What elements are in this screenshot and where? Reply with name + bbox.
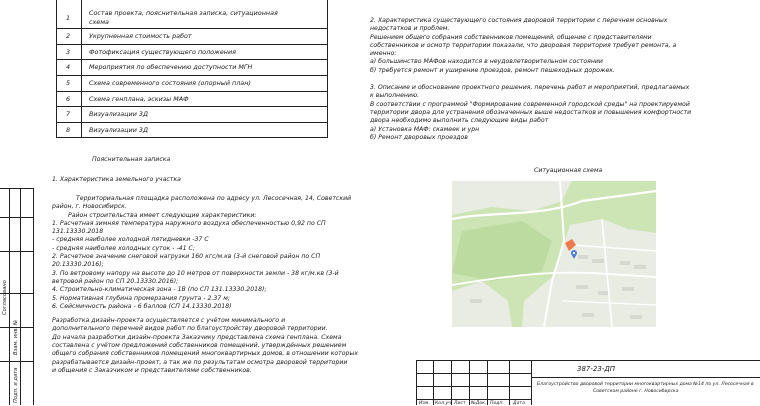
right-line: 2. Характеристика существующего состояния дворовой территории с перечнем основных xyxy=(370,17,668,24)
note-heading: Пояснительная записка xyxy=(92,156,171,163)
table-row-num: 5 xyxy=(66,79,71,87)
table-row-num: 7 xyxy=(66,110,71,118)
right-line xyxy=(370,75,691,84)
table-row-title: Состав проекта, пояснительная записка, ситуационная xyxy=(89,9,278,17)
note-line: разрабатывается дизайн-проект, а так же по результатам осмотра дворовой территории xyxy=(52,358,348,366)
replace-inv-label: Взам. инв. № xyxy=(13,319,19,355)
table-row-title: Мероприятия по обеспечению доступности МГН xyxy=(89,63,253,71)
table-row-num: 8 xyxy=(66,126,71,134)
right-line: к выполнению. xyxy=(370,92,420,100)
right-line: б) Ремонт дворовых проездов xyxy=(370,133,468,141)
note-line: ветровой район по СП 20.13330.2016); xyxy=(52,277,179,285)
table-row-num: 6 xyxy=(66,95,71,103)
right-line: собственников и осмотр территории показали, что дворовая территория требует ремонта, а xyxy=(370,41,677,49)
project-description: Благоустройство дворовой территории многоквартирных дома №14 по ул. Лесосечная в xyxy=(537,382,754,387)
sign-date-label: Подп. и дата xyxy=(13,367,19,403)
note-line: 20.13330.2016); xyxy=(52,261,104,269)
table-row-title: Визуализации 3Д xyxy=(89,110,148,118)
map-image xyxy=(452,181,656,327)
col-header-date: Дата xyxy=(513,401,525,406)
col-header-doc: №Док. xyxy=(471,401,487,406)
right-text-block xyxy=(370,17,691,142)
note-line: и общения с Заказчиком и представителями собственников. xyxy=(52,366,252,374)
agreed-label: Согласовано xyxy=(2,280,8,315)
situation-map xyxy=(452,181,656,327)
note-line: общего собрания собственников помещений многоквартирных домов, в отношении которых xyxy=(52,350,359,358)
note-line: - средняя наиболее холодных суток - -41 С; xyxy=(52,244,195,252)
note-line: 5. Нормативная глубина промерзания грунта - 2.37 м; xyxy=(52,294,230,302)
table-row-title: Фотофиксация существующего положения xyxy=(89,48,236,56)
right-line: а) Установка МАФ: скамеек и урн xyxy=(370,125,480,133)
table-row-title: Визуализации 3Д xyxy=(89,126,148,134)
note-section-1: 1. Характеристика земельного участка xyxy=(52,176,181,183)
sheet-list-table xyxy=(56,0,328,138)
title-block xyxy=(416,360,760,405)
table-row-title: Укрупненная стоимость работ xyxy=(89,32,192,40)
note-line: район, г. Новосибирск. xyxy=(52,203,127,211)
note-line: 6. Сейсмичность района - 6 баллов (СП 14.13330.2018) xyxy=(52,302,232,310)
right-line: территории двора для устранения обозначенных выше недостатков и повышения комфортности xyxy=(370,108,692,116)
project-code: 387-23-ДП xyxy=(577,365,616,373)
table-row-num: 4 xyxy=(66,63,71,71)
table-row-num: 2 xyxy=(66,32,71,40)
right-line: б) требуется ремонт и уширение проездов, ремонт пешеходных дорожек. xyxy=(370,66,615,74)
right-line: именно: xyxy=(370,50,397,58)
col-header-sheet: Лист xyxy=(454,401,466,406)
project-description-cont: Советском районе г. Новосибирска xyxy=(593,389,679,394)
table-row-num: 1 xyxy=(66,14,71,22)
left-margin-frame xyxy=(0,188,34,405)
right-line: а) большинство МАФов находится в неудовлетворительном состоянии xyxy=(370,58,603,66)
table-row-title: Схема генплана, эскизы МАФ xyxy=(89,95,189,103)
note-body xyxy=(52,195,358,375)
note-line: 1. Расчетная зимняя температура наружного воздуха обеспеченностью 0,92 по СП xyxy=(52,219,326,227)
note-line: 4. Строительно-климатическая зона - 1В (по СП 131.13330.2018); xyxy=(52,286,267,294)
right-line: Решением общего собрания собственников помещений, общение с представителями xyxy=(370,33,652,41)
note-line: 3. По ветровому напору на высоте до 10 метров от поверхности земли - 38 кг/м.кв (3-й xyxy=(52,269,339,277)
note-line: Разработка дизайн-проекта осуществляется с учётом минимального и xyxy=(52,317,286,325)
right-line: недостатков и проблем. xyxy=(370,25,450,33)
table-row-title: Схема современного состояния (опорный план) xyxy=(89,79,251,87)
note-line: До начала разработки дизайн-проекта Заказчику представлена схема генплана. Схема xyxy=(52,333,342,341)
note-line: - средняя наиболее холодной пятидневки -37 С xyxy=(52,236,209,244)
right-line: 3. Описание и обоснование проектного решения, перечень работ и мероприятий, предлагаемых xyxy=(370,84,690,92)
note-line: Район строительства имеет следующие характеристики: xyxy=(68,211,257,219)
note-line: составлена с учётом предложений собственников помещений, утверждённых решением xyxy=(52,342,347,350)
note-line: дополнительного перечней видов работ по благоустройству дворовой территории. xyxy=(52,325,328,333)
map-title: Ситуационная схема xyxy=(534,167,603,174)
col-header-sign: Подп. xyxy=(490,401,504,406)
table-row-num: 3 xyxy=(66,48,71,56)
right-line: В соответствии с программой "Формирование современной городской среды" на проектируемой xyxy=(370,100,690,108)
table-row-title-cont: схема xyxy=(89,18,109,26)
note-line: 2. Расчетное значение снеговой нагрузки 160 кгс/м.кв (3-й снеговой район по СП xyxy=(52,253,321,261)
col-header-count: Кол.уч xyxy=(435,401,451,406)
note-line: Территориальная площадка расположена по адресу ул. Лесосечная, 14, Советский xyxy=(76,195,352,202)
note-line: 131.13330.2018 xyxy=(52,228,104,236)
right-line: двора необходимо выполнить следующие виды работ xyxy=(370,117,549,125)
col-header-change: Изм. xyxy=(419,401,430,406)
